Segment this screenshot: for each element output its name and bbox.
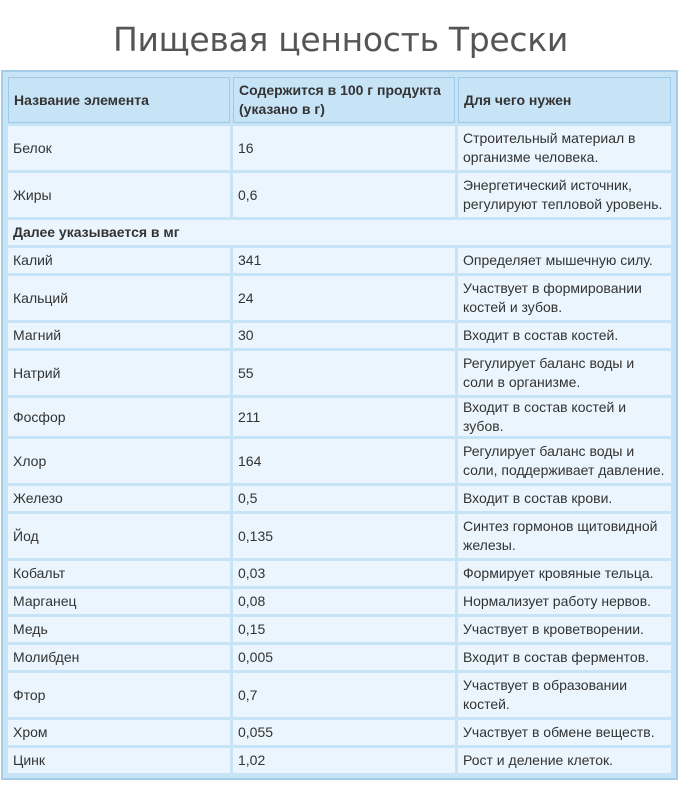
element-value-cell: 30 xyxy=(233,323,455,348)
element-name-cell: Белок xyxy=(8,126,230,170)
header-purpose: Для чего нужен xyxy=(458,77,671,123)
table-row xyxy=(8,673,671,717)
table-row xyxy=(8,126,671,170)
section-label: Далее указывается в мг xyxy=(8,220,671,245)
element-name-cell: Фтор xyxy=(8,673,230,717)
element-value-cell: 164 xyxy=(233,439,455,483)
header-element-name: Название элемента xyxy=(8,77,230,123)
element-purpose-cell: Энергетический источник, регулируют тепловой уровень. xyxy=(458,173,671,217)
element-name-cell: Железо xyxy=(8,486,230,511)
element-name-cell: Медь xyxy=(8,617,230,642)
element-name-cell: Кальций xyxy=(8,276,230,320)
table-header-row xyxy=(8,77,671,123)
element-value-cell: 0,5 xyxy=(233,486,455,511)
header-content-per-100g: Содержится в 100 г продукта (указано в г) xyxy=(233,77,455,123)
element-value-cell: 341 xyxy=(233,248,455,273)
element-purpose-cell: Нормализует работу нервов. xyxy=(458,589,671,614)
element-value-cell: 55 xyxy=(233,351,455,395)
table-row xyxy=(8,439,671,483)
element-value-cell: 0,03 xyxy=(233,561,455,586)
element-purpose-cell: Участвует в формировании костей и зубов. xyxy=(458,276,671,320)
element-value-cell: 0,15 xyxy=(233,617,455,642)
element-name-cell: Молибден xyxy=(8,645,230,670)
element-name-cell: Цинк xyxy=(8,748,230,773)
element-value-cell: 0,7 xyxy=(233,673,455,717)
element-value-cell: 0,08 xyxy=(233,589,455,614)
table-row xyxy=(8,323,671,348)
element-value-cell: 1,02 xyxy=(233,748,455,773)
element-value-cell: 0,135 xyxy=(233,514,455,558)
element-name-cell: Натрий xyxy=(8,351,230,395)
element-purpose-cell: Участвует в кроветворении. xyxy=(458,617,671,642)
element-name-cell: Хром xyxy=(8,720,230,745)
element-purpose-cell: Определяет мышечную силу. xyxy=(458,248,671,273)
element-purpose-cell: Входит в состав костей и зубов. xyxy=(458,398,671,436)
element-purpose-cell: Входит в состав ферментов. xyxy=(458,645,671,670)
page-title: Пищевая ценность Трески xyxy=(112,20,569,59)
element-value-cell: 24 xyxy=(233,276,455,320)
element-name-cell: Кобальт xyxy=(8,561,230,586)
element-name-cell: Марганец xyxy=(8,589,230,614)
element-value-cell: 0,005 xyxy=(233,645,455,670)
element-purpose-cell: Формирует кровяные тельца. xyxy=(458,561,671,586)
table-row xyxy=(8,748,671,773)
table-row xyxy=(8,173,671,217)
table-row xyxy=(8,617,671,642)
element-name-cell: Хлор xyxy=(8,439,230,483)
nutrition-table xyxy=(5,74,674,776)
element-purpose-cell: Участвует в обмене веществ. xyxy=(458,720,671,745)
element-name-cell: Жиры xyxy=(8,173,230,217)
table-row xyxy=(8,276,671,320)
table-row xyxy=(8,248,671,273)
element-purpose-cell: Входит в состав крови. xyxy=(458,486,671,511)
table-row xyxy=(8,645,671,670)
table-row xyxy=(8,561,671,586)
element-value-cell: 0,6 xyxy=(233,173,455,217)
table-row xyxy=(8,720,671,745)
element-value-cell: 211 xyxy=(233,398,455,436)
element-value-cell: 0,055 xyxy=(233,720,455,745)
element-name-cell: Магний xyxy=(8,323,230,348)
element-value-cell: 16 xyxy=(233,126,455,170)
element-purpose-cell: Участвует в образовании костей. xyxy=(458,673,671,717)
element-purpose-cell: Строительный материал в организме человека. xyxy=(458,126,671,170)
element-purpose-cell: Рост и деление клеток. xyxy=(458,748,671,773)
table-row xyxy=(8,514,671,558)
element-purpose-cell: Входит в состав костей. xyxy=(458,323,671,348)
element-name-cell: Фосфор xyxy=(8,398,230,436)
table-row xyxy=(8,398,671,436)
table-row xyxy=(8,486,671,511)
nutrition-table-container xyxy=(1,70,678,780)
table-row xyxy=(8,589,671,614)
element-purpose-cell: Регулирует баланс воды и соли, поддерживает давление. xyxy=(458,439,671,483)
table-row xyxy=(8,351,671,395)
element-name-cell: Калий xyxy=(8,248,230,273)
element-purpose-cell: Регулирует баланс воды и соли в организме. xyxy=(458,351,671,395)
element-purpose-cell: Синтез гормонов щитовидной железы. xyxy=(458,514,671,558)
element-name-cell: Йод xyxy=(8,514,230,558)
section-row xyxy=(8,220,671,245)
